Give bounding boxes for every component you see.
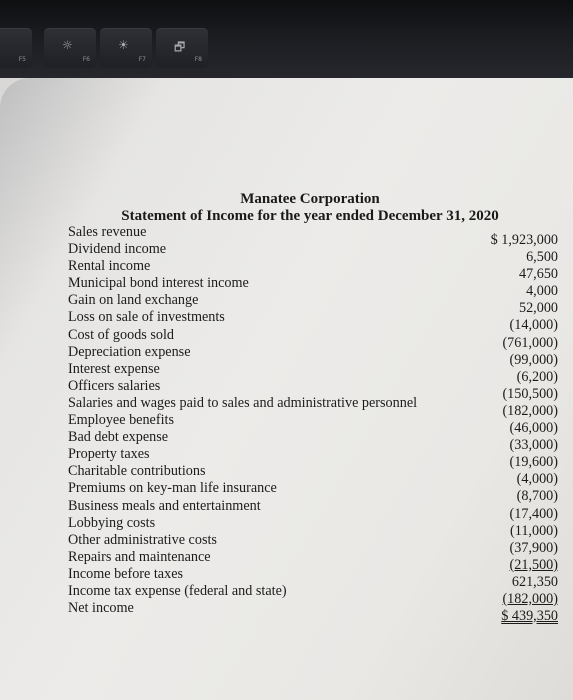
line-item-label: Business meals and entertainment (68, 497, 261, 514)
line-item-amount: 6,500 (526, 249, 558, 266)
line-item-amount: (761,000) (502, 334, 558, 351)
table-row (68, 377, 564, 402)
line-item-label: Loss on sale of investments (68, 309, 225, 326)
table-row (68, 582, 564, 607)
line-item-amount: 52,000 (518, 300, 558, 317)
line-item-amount: (17,400) (509, 505, 558, 522)
table-row (68, 394, 564, 419)
line-item-label: Sales revenue (68, 224, 147, 240)
key-label: F7 (138, 56, 146, 63)
line-item-label: Income tax expense (federal and state) (68, 582, 287, 599)
table-row (68, 343, 564, 368)
table-row (68, 241, 564, 266)
line-item-amount: (11,000) (510, 522, 558, 539)
income-statement-table (68, 224, 564, 625)
line-item-label: Rental income (68, 258, 151, 275)
key-f8 (156, 28, 208, 68)
line-item-amount: (99,000) (509, 351, 558, 368)
line-item-amount: (6,200) (516, 368, 558, 385)
key-f6 (44, 28, 96, 68)
line-item-label: Officers salaries (68, 377, 161, 394)
line-item-amount: 4,000 (526, 283, 558, 300)
table-row (68, 292, 564, 317)
line-item-label: Depreciation expense (68, 343, 191, 360)
key-f7 (100, 28, 152, 68)
line-item-amount: (46,000) (509, 420, 558, 437)
table-row (68, 360, 564, 385)
table-row (68, 565, 564, 590)
display-mirror-icon: 🗗 (174, 40, 186, 54)
line-item-amount: 47,650 (518, 266, 558, 283)
line-item-label: Property taxes (68, 446, 150, 463)
statement-title: Statement of Income for the year ended December 31, 2020 (121, 208, 499, 224)
key-f5 (0, 28, 32, 68)
line-item-label: Charitable contributions (68, 463, 206, 480)
line-item-label: Dividend income (68, 241, 167, 258)
line-item-label: Income before taxes (68, 565, 184, 582)
line-item-label: Employee benefits (68, 412, 174, 429)
table-row (68, 258, 564, 283)
line-item-amount: (21,500) (509, 556, 558, 573)
table-row (68, 531, 564, 556)
table-row (68, 275, 564, 300)
line-item-amount: (19,600) (509, 454, 558, 471)
line-item-amount: $ 439,350 (501, 608, 558, 625)
line-item-label: Other administrative costs (68, 531, 217, 548)
line-item-label: Salaries and wages paid to sales and administrative personnel (68, 394, 418, 411)
line-item-label: Repairs and maintenance (68, 548, 211, 565)
key-label: F5 (18, 56, 26, 63)
key-label: F8 (194, 56, 202, 63)
table-row (68, 446, 564, 471)
table-row (68, 326, 564, 351)
line-item-amount: $ 1,923,000 (490, 232, 558, 248)
brightness-up-icon: ☀ (118, 38, 129, 52)
line-item-label: Cost of goods sold (68, 326, 175, 343)
line-item-label: Gain on land exchange (68, 292, 199, 309)
line-item-amount: (4,000) (516, 471, 558, 488)
laptop-keyboard (0, 0, 573, 78)
table-row (68, 548, 564, 573)
line-item-amount: (150,500) (502, 385, 558, 402)
key-label: F6 (82, 56, 90, 63)
line-item-amount: (8,700) (516, 488, 558, 505)
line-item-label: Lobbying costs (68, 514, 156, 531)
brightness-down-icon: ☼ (62, 38, 73, 52)
table-row (68, 412, 564, 437)
line-item-amount: (14,000) (509, 317, 558, 334)
line-item-amount: (182,000) (502, 590, 558, 607)
table-row (68, 224, 564, 248)
company-name: Manatee Corporation (240, 191, 380, 207)
table-row (68, 429, 564, 454)
table-row (68, 497, 564, 522)
line-item-label: Bad debt expense (68, 429, 169, 446)
table-row (68, 463, 564, 488)
table-row (68, 514, 564, 539)
line-item-amount: (182,000) (502, 402, 558, 419)
line-item-label: Premiums on key-man life insurance (68, 480, 277, 497)
table-row (68, 309, 564, 334)
line-item-amount: (37,900) (509, 539, 558, 556)
line-item-amount: 621,350 (511, 573, 558, 590)
line-item-label: Municipal bond interest income (68, 275, 249, 292)
line-item-amount: (33,000) (509, 437, 558, 454)
line-item-label: Interest expense (68, 360, 160, 377)
table-row (68, 480, 564, 505)
line-item-label: Net income (68, 600, 134, 617)
table-row (68, 600, 564, 625)
